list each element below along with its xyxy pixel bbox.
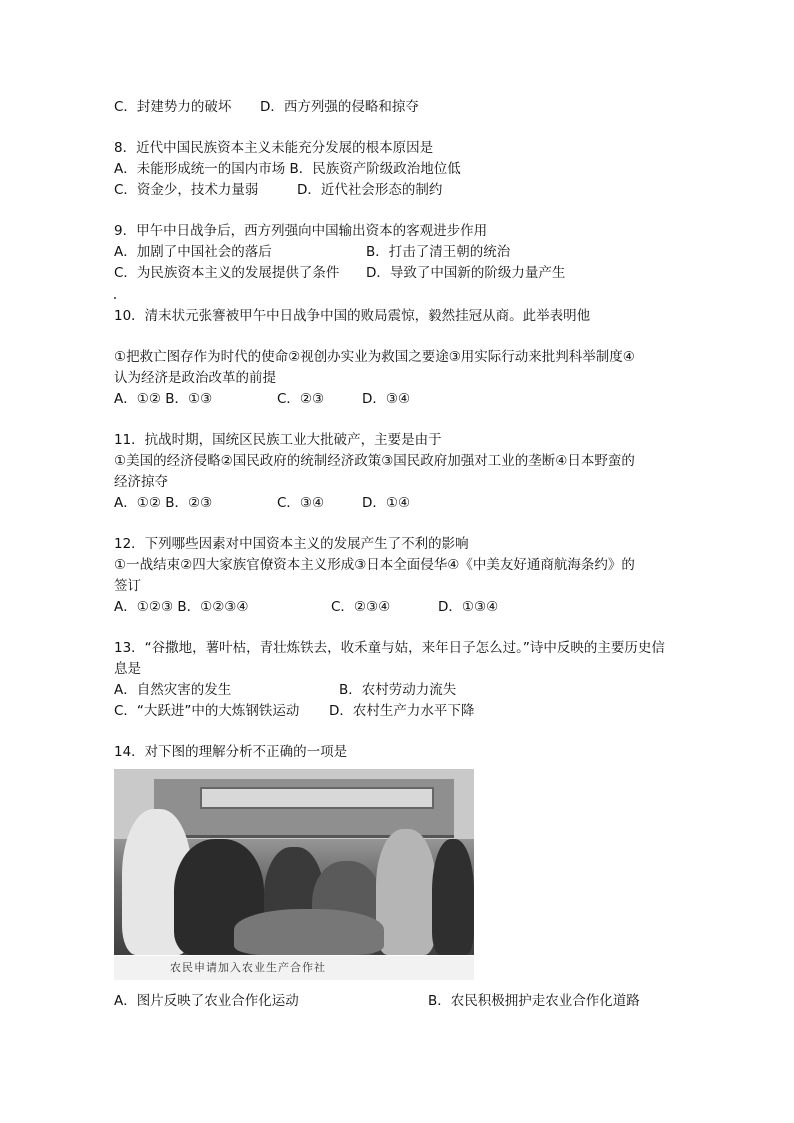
q8-option-c: C．资金少，技术力量弱	[114, 182, 259, 198]
q14-stem: 14．对下图的理解分析不正确的一项是	[114, 744, 348, 760]
photo-table	[234, 909, 384, 955]
q9-option-c: C．为民族资本主义的发展提供了条件	[114, 265, 340, 281]
q12-option-c: C．②③④	[331, 599, 391, 615]
q10-options-ab: A．①② B．①③	[114, 391, 213, 407]
q9-stem: 9．甲午中日战争后，西方列强向中国输出资本的客观进步作用	[114, 223, 488, 239]
q10-option-d: D．③④	[362, 391, 411, 407]
q13-option-a: A．自然灾害的发生	[114, 682, 232, 698]
photo-signboard	[200, 787, 434, 809]
q12-items-line2: 签订	[114, 578, 141, 594]
photo-figure	[376, 829, 436, 955]
q11-options-ab: A．①② B．②③	[114, 495, 213, 511]
q9-option-a: A．加剧了中国社会的落后	[114, 244, 272, 260]
q10-items-line2: 认为经济是政治改革的前提	[114, 370, 276, 386]
q10-option-c: C．②③	[277, 391, 325, 407]
q7-option-c: C．封建势力的破坏	[114, 99, 232, 115]
q11-option-c: C．③④	[277, 495, 325, 511]
q8-options-ab: A．未能形成统一的国内市场 B．民族资产阶级政治地位低	[114, 161, 461, 177]
q12-option-d: D．①③④	[438, 599, 499, 615]
historical-photo	[114, 769, 474, 955]
q14-option-b: B．农民积极拥护走农业合作化道路	[428, 993, 640, 1009]
q8-option-d: D．近代社会形态的制约	[297, 182, 443, 198]
q11-stem: 11．抗战时期，国统区民族工业大批破产，主要是由于	[114, 432, 442, 448]
q7-option-d: D．西方列强的侵略和掠夺	[260, 99, 419, 115]
q11-option-d: D．①④	[362, 495, 411, 511]
q13-option-d: D．农村生产力水平下降	[329, 703, 475, 719]
q10-items-line1: ①把救亡图存作为时代的使命②视创办实业为救国之要途③用实际行动来批判科举制度④	[114, 349, 635, 365]
q12-items-line1: ①一战结束②四大家族官僚资本主义形成③日本全面侵华④《中美友好通商航海条约》的	[114, 557, 635, 573]
q13-stem-line2: 息是	[114, 661, 141, 677]
photo-caption: 农民申请加入农业生产合作社	[170, 961, 326, 974]
q12-options-ab: A．①②③ B．①②③④	[114, 599, 249, 615]
q11-items-line2: 经济掠夺	[114, 474, 168, 490]
photo-caption-box	[114, 956, 474, 980]
q8-stem: 8．近代中国民族资本主义未能充分发展的根本原因是	[114, 140, 434, 156]
q9-option-b: B．打击了清王朝的统治	[366, 244, 511, 260]
q14-option-a: A．图片反映了农业合作化运动	[114, 993, 299, 1009]
q13-option-c: C．“大跃进”中的大炼钢铁运动	[114, 703, 300, 719]
q13-option-b: B．农村劳动力流失	[339, 682, 457, 698]
q9-option-d: D．导致了中国新的阶级力量产生	[366, 265, 566, 281]
q13-stem-line1: 13．“谷撒地，薯叶枯，青壮炼铁去，收禾童与姑，来年日子怎么过。”诗中反映的主要历史信	[114, 640, 665, 656]
q12-stem: 12．下列哪些因素对中国资本主义的发展产生了不利的影响	[114, 536, 469, 552]
q10-stem: 10．清末状元张謇被甲午中日战争中国的败局震惊，毅然挂冠从商。此举表明他	[114, 308, 591, 324]
q11-items-line1: ①美国的经济侵略②国民政府的统制经济政策③国民政府加强对工业的垄断④日本野蛮的	[114, 453, 635, 469]
stray-mark	[114, 297, 116, 299]
photo-figure	[432, 839, 474, 955]
